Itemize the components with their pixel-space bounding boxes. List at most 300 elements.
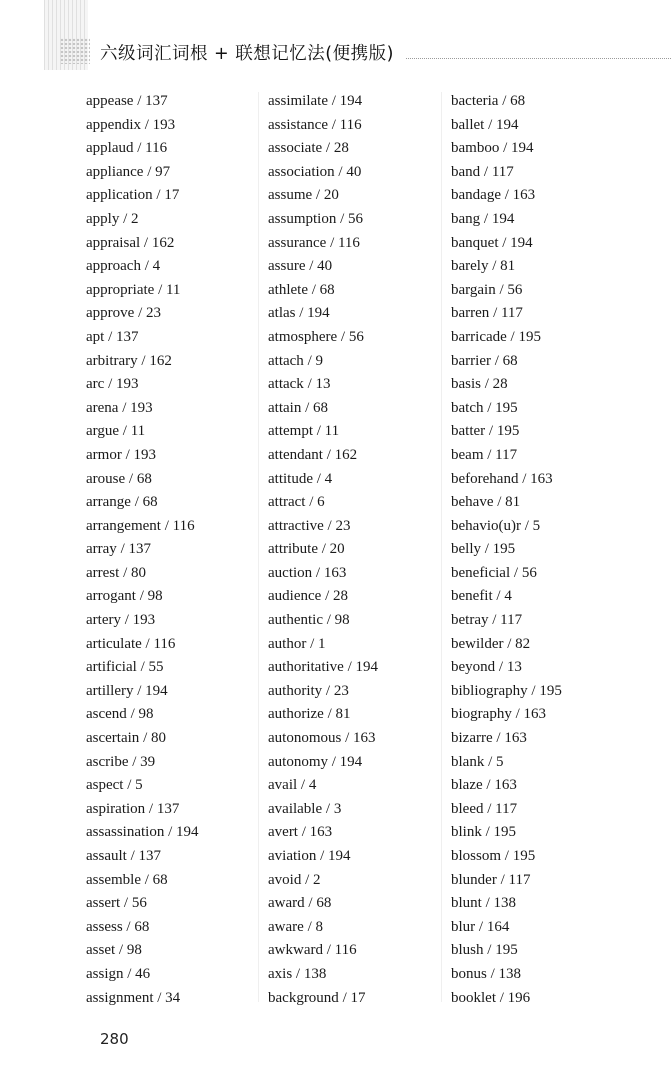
index-word: ascertain [86,730,140,747]
index-page-ref: 20 [323,187,339,204]
page-separator: / [488,258,501,275]
index-page-ref: 116 [153,635,176,652]
page-separator: / [510,564,522,581]
page-separator: / [303,352,316,369]
page-separator: / [496,989,508,1006]
index-word: bleed [451,800,484,817]
index-page-ref: 117 [508,871,531,888]
index-page-ref: 116 [145,140,168,157]
page-separator: / [322,682,334,699]
index-page-ref: 68 [134,918,150,935]
index-entry [451,798,631,822]
index-page-ref: 2 [131,210,139,227]
index-page-ref: 117 [500,305,523,322]
index-page-ref: 81 [335,706,351,723]
page-separator: / [160,517,173,534]
index-page-ref: 194 [496,116,519,133]
index-word: blur [451,918,476,935]
index-word: barricade [451,328,507,345]
page-separator: / [303,918,316,935]
index-page-ref: 163 [353,730,376,747]
page-separator: / [141,635,154,652]
index-word: biography [451,706,512,723]
index-word: beforehand [451,470,519,487]
page-separator: / [495,659,507,676]
page-separator: / [486,965,499,982]
index-word: blink [451,824,482,841]
page-separator: / [326,234,338,251]
index-word: blunder [451,871,497,888]
index-word: blossom [451,848,502,864]
index-page-ref: 11 [324,423,340,440]
index-word: bacteria [451,93,499,109]
index-word: appraisal [86,234,141,251]
index-page-ref: 4 [504,588,512,605]
index-entry [86,562,266,586]
page-separator: / [496,871,509,888]
index-page-ref: 55 [148,659,164,676]
index-entry [86,751,266,775]
index-page-ref: 194 [510,234,533,251]
index-word: arrangement [86,517,161,534]
index-page-ref: 56 [131,895,147,912]
index-entry [268,821,448,845]
index-page-ref: 194 [307,305,330,322]
index-page-ref: 193 [115,376,139,393]
index-page-ref: 195 [493,824,517,841]
index-entry [268,538,448,562]
index-page-ref: 23 [333,682,349,699]
index-page-ref: 5 [135,777,143,794]
page-separator: / [341,730,354,747]
index-entry [268,491,448,515]
index-page-ref: 8 [315,918,323,935]
index-page-ref: 194 [328,848,351,864]
index-page-ref: 138 [498,965,522,982]
index-word: ascribe [86,753,129,770]
index-entry [268,468,448,492]
index-word: bamboo [451,140,500,157]
index-entry [268,208,448,232]
index-word: benefit [451,588,493,605]
page-separator: / [312,564,324,581]
page-separator: / [322,446,335,463]
page-separator: / [130,494,143,511]
index-word: asset [86,942,116,959]
page-separator: / [133,93,146,109]
index-entry [451,703,631,727]
index-word: atlas [268,305,296,322]
page-separator: / [323,517,336,534]
index-entry [451,727,631,751]
page-separator: / [322,140,334,157]
page-separator: / [338,989,351,1006]
index-word: basis [451,376,481,393]
index-word: booklet [451,989,496,1006]
index-word: association [268,163,335,180]
index-word: associate [268,140,323,157]
index-entry [86,633,266,657]
index-word: attribute [268,541,318,558]
index-entry [268,703,448,727]
index-entry [268,774,448,798]
index-entry [451,208,631,232]
index-page-ref: 138 [303,965,327,982]
index-page-ref: 193 [152,116,176,133]
index-page-ref: 28 [333,140,349,157]
index-entry [268,633,448,657]
index-entry [86,939,266,963]
index-page-ref: 137 [128,541,151,558]
page-separator: / [153,989,166,1006]
index-page-ref: 163 [504,730,527,747]
page-separator: / [116,541,129,558]
index-page-ref: 80 [150,730,166,747]
page-separator: / [503,635,516,652]
index-word: batch [451,399,484,416]
index-entry [86,703,266,727]
index-word: avert [268,824,298,841]
index-page-ref: 80 [130,564,146,581]
index-word: armor [86,446,122,463]
index-page-ref: 40 [317,258,333,275]
page-separator: / [492,588,505,605]
page-separator: / [481,895,494,912]
index-entry [86,609,266,633]
index-word: beam [451,446,484,463]
index-page-ref: 68 [316,895,332,912]
page-separator: / [495,281,508,298]
index-entry [268,515,448,539]
index-page-ref: 162 [149,352,172,369]
index-entry [451,397,631,421]
page-separator: / [313,423,325,440]
index-page-ref: 98 [334,612,350,629]
index-entry [451,420,631,444]
index-word: batter [451,423,486,440]
index-page-ref: 195 [539,682,562,699]
index-entry [268,869,448,893]
index-word: arouse [86,470,126,487]
page-separator: / [120,895,132,912]
page-separator: / [501,848,513,864]
page-separator: / [492,730,505,747]
page-separator: / [484,116,496,133]
index-page-ref: 196 [507,989,531,1006]
page-separator: / [125,470,137,487]
index-word: bizarre [451,730,493,747]
page-separator: / [120,612,133,629]
index-entry [451,987,631,1011]
index-word: artillery [86,682,134,699]
index-entry [268,90,448,114]
index-page-ref: 194 [511,140,534,157]
page-separator: / [305,258,318,275]
index-word: audience [268,588,322,605]
page-separator: / [312,187,324,204]
index-word: bewilder [451,635,504,652]
index-entry [86,987,266,1011]
index-page-ref: 11 [130,423,146,440]
index-entry [451,538,631,562]
index-word: attendant [268,446,323,463]
page-separator: / [136,659,149,676]
index-entry [86,373,266,397]
index-page-ref: 194 [355,659,378,676]
page-separator: / [328,93,340,109]
page-separator: / [483,800,496,817]
index-word: bang [451,210,481,227]
index-page-ref: 13 [315,376,331,393]
page-separator: / [482,777,495,794]
index-word: betray [451,612,489,629]
index-word: assemble [86,871,141,888]
index-page-ref: 163 [494,777,517,794]
index-word: banquet [451,234,499,251]
index-word: approve [86,305,135,322]
index-entry [451,916,631,940]
index-page-ref: 97 [155,163,171,180]
page-separator: / [304,895,317,912]
index-entry [86,208,266,232]
index-entry [86,444,266,468]
index-entry [451,468,631,492]
index-page-ref: 23 [145,305,161,322]
index-entry [86,468,266,492]
page-separator: / [489,305,501,322]
index-page-ref: 17 [350,989,366,1006]
index-word: approach [86,258,141,275]
index-entry [268,137,448,161]
index-page-ref: 195 [496,423,520,440]
index-word: barrier [451,352,491,369]
index-entry [86,279,266,303]
index-entry [451,373,631,397]
index-page-ref: 39 [140,753,156,770]
page-separator: / [500,187,513,204]
page-separator: / [481,541,493,558]
index-entry [86,798,266,822]
index-word: apt [86,328,105,345]
page-separator: / [481,824,494,841]
index-entry [268,114,448,138]
word-index [0,90,671,1010]
index-entry [451,302,631,326]
index-word: atmosphere [268,328,338,345]
index-word: assault [86,848,127,864]
page-separator: / [483,446,496,463]
index-entry [451,255,631,279]
index-entry [86,916,266,940]
index-word: barely [451,258,489,275]
index-entry [451,279,631,303]
index-word: bargain [451,281,496,298]
index-word: assignment [86,989,154,1006]
index-page-ref: 117 [500,612,523,629]
index-word: applaud [86,140,134,157]
page-separator: / [104,328,116,345]
index-word: artificial [86,659,137,676]
index-word: authorize [268,706,324,723]
index-entry [268,798,448,822]
index-word: assassination [86,824,165,841]
page-separator: / [322,942,335,959]
index-entry [86,161,266,185]
page-separator: / [134,305,146,322]
index-page-ref: 195 [512,848,536,864]
index-page-ref: 98 [147,588,163,605]
page-separator: / [328,753,340,770]
index-entry [86,232,266,256]
index-page-ref: 68 [152,871,168,888]
index-page-ref: 2 [313,871,321,888]
page-separator: / [133,140,146,157]
index-entry [451,680,631,704]
index-word: assistance [268,116,328,133]
page-separator: / [484,753,496,770]
index-word: arbitrary [86,352,138,369]
index-entry [451,562,631,586]
index-word: auction [268,564,313,581]
index-word: application [86,187,153,204]
index-word: appropriate [86,281,155,298]
index-page-ref: 9 [315,352,323,369]
index-page-ref: 56 [348,328,364,345]
page-separator: / [152,187,165,204]
index-entry [86,326,266,350]
index-word: aspiration [86,800,146,817]
index-page-ref: 68 [502,352,518,369]
index-entry [86,680,266,704]
index-word: arrest [86,564,120,581]
index-entry [451,444,631,468]
page-separator: / [137,352,150,369]
index-word: assess [86,918,123,935]
index-page-ref: 194 [145,682,168,699]
page-separator: / [126,706,139,723]
index-entry [86,869,266,893]
index-word: ascend [86,706,127,723]
index-entry [268,279,448,303]
page-separator: / [499,140,511,157]
index-entry [86,538,266,562]
index-page-ref: 117 [495,800,518,817]
index-word: aviation [268,848,317,864]
index-word: apply [86,210,120,227]
page-separator: / [485,423,497,440]
page-separator: / [327,116,340,133]
index-page-ref: 68 [313,399,328,416]
index-entry [268,585,448,609]
page-separator: / [336,210,349,227]
index-word: appease [86,93,134,109]
index-entry [268,916,448,940]
page-separator: / [317,541,330,558]
index-entry [86,892,266,916]
page-separator: / [121,446,134,463]
index-entry [451,751,631,775]
index-word: assimilate [268,93,328,109]
page-separator: / [488,612,501,629]
index-entry [268,963,448,987]
index-page-ref: 4 [308,777,317,794]
page-separator: / [316,848,328,864]
index-page-ref: 20 [329,541,345,558]
index-column-3 [451,90,631,1010]
index-word: assurance [268,234,327,251]
index-word: assume [268,187,313,204]
index-entry [451,845,631,869]
index-word: avoid [268,871,302,888]
page-separator: / [140,234,152,251]
index-entry [268,255,448,279]
page-separator: / [321,588,333,605]
index-entry [451,774,631,798]
index-page-ref: 81 [500,258,516,275]
index-entry [451,184,631,208]
page-separator: / [480,210,492,227]
page-separator: / [518,470,531,487]
index-word: assure [268,258,306,275]
index-word: belly [451,541,481,558]
index-page-ref: 1 [318,635,326,652]
index-page-ref: 11 [165,281,181,298]
index-page-ref: 40 [346,163,362,180]
index-page-ref: 68 [510,93,526,109]
index-page-ref: 13 [506,659,522,676]
index-page-ref: 137 [156,800,180,817]
index-entry [86,491,266,515]
index-page-ref: 137 [145,93,168,109]
page-separator: / [323,706,336,723]
page-separator: / [483,399,496,416]
index-word: array [86,541,117,558]
page-separator: / [305,494,318,511]
index-word: arc [86,376,105,393]
page-separator: / [123,777,136,794]
page-separator: / [133,682,146,699]
index-entry [451,114,631,138]
index-entry [451,515,631,539]
index-entry [268,326,448,350]
index-entry [86,963,266,987]
index-entry [451,326,631,350]
index-word: athlete [268,281,308,298]
index-word: attitude [268,470,313,487]
index-page-ref: 34 [165,989,181,1006]
page-separator: / [490,352,503,369]
index-page-ref: 116 [337,234,360,251]
index-page-ref: 5 [496,753,504,770]
index-entry [86,727,266,751]
page-separator: / [128,753,141,770]
page-separator: / [164,824,176,841]
index-word: available [268,800,323,817]
index-entry [86,845,266,869]
index-word: arrogant [86,588,136,605]
index-page-ref: 28 [492,376,508,393]
index-word: beneficial [451,564,511,581]
index-page-ref: 68 [142,494,158,511]
index-page-ref: 23 [335,517,351,534]
page-separator: / [135,588,148,605]
index-entry [268,892,448,916]
index-page-ref: 116 [334,942,357,959]
index-page-ref: 98 [126,942,142,959]
index-page-ref: 82 [515,635,531,652]
index-page-ref: 117 [495,446,518,463]
index-word: autonomous [268,730,342,747]
